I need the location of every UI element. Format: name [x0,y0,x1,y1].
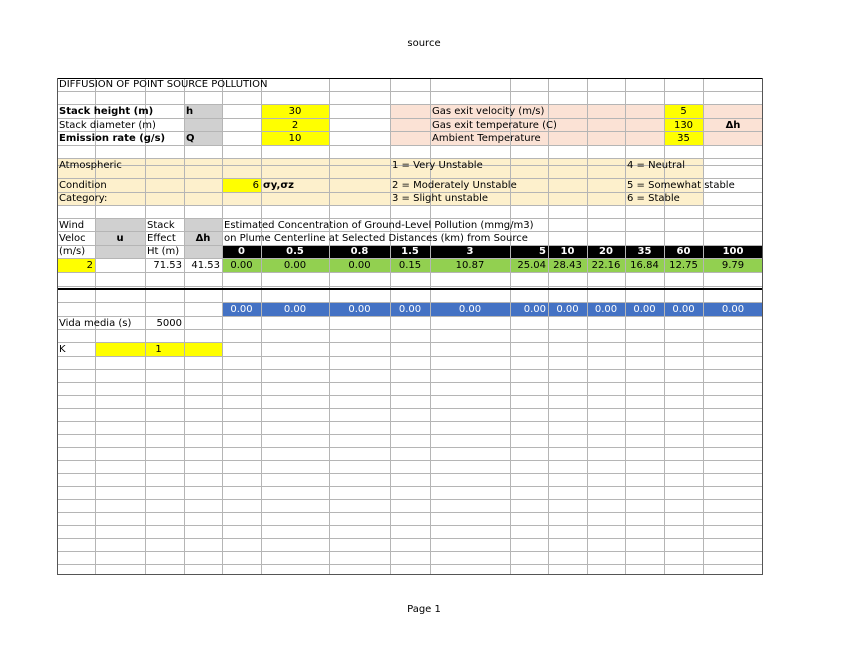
concentration-cell: 0.15 [398,260,422,271]
grid-column-line [703,78,704,575]
distance-header-cell: 10 [560,246,575,257]
grid-row-line [57,499,763,500]
grid-column-line [587,78,588,575]
stack-diameter-input[interactable]: 2 [291,120,299,131]
grid-column-line [390,78,391,575]
spreadsheet [57,78,763,575]
stability-class-3: 3 = Slight unstable [392,193,489,204]
grid-row-line [57,91,763,92]
concentration-cell: 9.79 [721,260,745,271]
sigma-label: σy,σz [263,180,294,191]
wind-header-3: (m/s) [59,246,86,257]
grid-row-line [57,145,763,146]
distance-header-cell: 35 [637,246,652,257]
blue-row-cell: 0.00 [398,304,422,315]
stability-label-1: Atmospheric [59,160,122,171]
distance-header-cell: 0.5 [286,246,304,257]
grid-column-line [261,78,262,575]
page-header: source [407,38,441,49]
grid-column-line [222,78,223,575]
grid-row-line [57,382,763,383]
stack-header-2: Effect [147,233,176,244]
dh-header: Δh [195,233,211,244]
grid-column-line [510,78,511,575]
stack-header-1: Stack [147,220,175,231]
grid-row-line [57,118,763,119]
delta-h-label: Δh [725,120,741,131]
stability-label-2: Condition [59,180,107,191]
concentration-cell: 0.00 [283,260,307,271]
grid-row-line [57,538,763,539]
u-header: u [116,233,124,244]
stability-class-4: 4 = Neutral [627,160,686,171]
grid-row-line [57,473,763,474]
gas-exit-temperature-input[interactable]: 130 [673,120,694,131]
grid-row-line [57,564,763,565]
half-life-input[interactable]: 5000 [156,318,182,329]
grid-row-line [57,369,763,370]
blue-row-cell: 0.00 [594,304,618,315]
concentration-cell: 22.16 [591,260,621,271]
grid-row-line [57,408,763,409]
stack-diameter-label: Stack diameter (m) [59,120,156,131]
wind-header-2: Veloc [59,233,86,244]
wind-input[interactable]: 2 [86,260,93,271]
stability-class-6: 6 = Stable [627,193,680,204]
grid-row-line [57,512,763,513]
blue-row-cell: 0.00 [283,304,307,315]
emission-rate-label: Emission rate (g/s) [59,133,166,144]
grid-row-line [57,525,763,526]
half-life-label: Vida media (s) [59,318,132,329]
border-line [57,574,763,575]
grid-row-line [57,486,763,487]
blue-row-cell: 0.00 [348,304,371,315]
distance-header-cell: 20 [599,246,613,257]
stability-class-1: 1 = Very Unstable [392,160,483,171]
stability-class-2: 2 = Moderately Unstable [392,180,517,191]
concentration-cell: 12.75 [669,260,698,271]
concentration-cell: 0.00 [230,260,253,271]
blue-row-cell: 0.00 [633,304,656,315]
gas-exit-velocity-label: Gas exit velocity (m/s) [432,106,545,117]
emission-rate-input[interactable]: 10 [288,133,302,144]
distance-header-cell: 5 [539,246,546,257]
distance-header-cell: 3 [466,246,474,257]
border-line [57,289,763,290]
k-label: K [59,344,66,355]
delta-h-value: 41.53 [191,260,220,271]
concentration-cell: 0.00 [348,260,371,271]
distance-header-cell: 60 [676,246,691,257]
concentration-cell: 25.04 [517,260,546,271]
grid-column-line [430,78,431,575]
stack-height-input[interactable]: 30 [288,106,302,117]
grid-row-line [57,395,763,396]
stack-effect-ht-value: 71.53 [153,260,182,271]
blue-row-cell: 0.00 [556,304,579,315]
grid-row-line [57,421,763,422]
grid-row-line [57,434,763,435]
distance-header-cell: 100 [722,246,744,257]
blue-row-cell: 0.00 [672,304,695,315]
concentration-cell: 10.87 [455,260,485,271]
blue-row-cell: 0.00 [230,304,253,315]
stability-input[interactable]: 6 [252,180,259,191]
page-footer: Page 1 [407,604,441,615]
grid-column-line [664,78,665,575]
grid-row-line [57,447,763,448]
k-input[interactable]: 1 [155,344,162,355]
gas-exit-temperature-label: Gas exit temperature (C) [432,120,557,131]
grid-row-line [57,272,763,273]
grid-row-line [57,460,763,461]
table-caption-1: Estimated Concentration of Ground-Level Pollution (mmg/m3) [224,220,534,231]
border-line [762,78,763,575]
stack-height-symbol: h [186,106,194,117]
grid-column-line [548,78,549,575]
wind-header-1: Wind [59,220,85,231]
grid-row-line [57,286,763,287]
stack-height-label: Stack height (m) [59,106,154,117]
blue-row-cell: 0.00 [458,304,482,315]
sheet-title: DIFFUSION OF POINT SOURCE POLLUTION [59,79,268,90]
ambient-temperature-input[interactable]: 35 [677,133,690,144]
stability-class-5: 5 = Somewhat stable [627,180,735,191]
grid-row-line [57,356,763,357]
grid-row-line [57,104,763,105]
blue-row-cell: 0.00 [721,304,745,315]
blue-row-cell: 0.00 [523,304,546,315]
emission-rate-symbol: Q [186,133,195,144]
gas-exit-velocity-input[interactable]: 5 [680,106,687,117]
grid-column-line [625,78,626,575]
grid-row-line [57,551,763,552]
distance-header-cell: 0 [238,246,245,257]
grid-column-line [184,78,185,575]
ambient-temperature-label: Ambient Temperature [432,133,541,144]
grid-column-line [329,78,330,575]
grid-row-line [57,205,763,206]
stability-label-3: Category: [59,193,108,204]
distance-header-cell: 1.5 [401,246,419,257]
concentration-cell: 16.84 [630,260,659,271]
table-caption-2: on Plume Centerline at Selected Distances (km) from Source [224,233,528,244]
distance-header-cell: 0.8 [350,246,369,257]
stack-header-3: Ht (m) [147,246,180,257]
concentration-cell: 28.43 [553,260,582,271]
